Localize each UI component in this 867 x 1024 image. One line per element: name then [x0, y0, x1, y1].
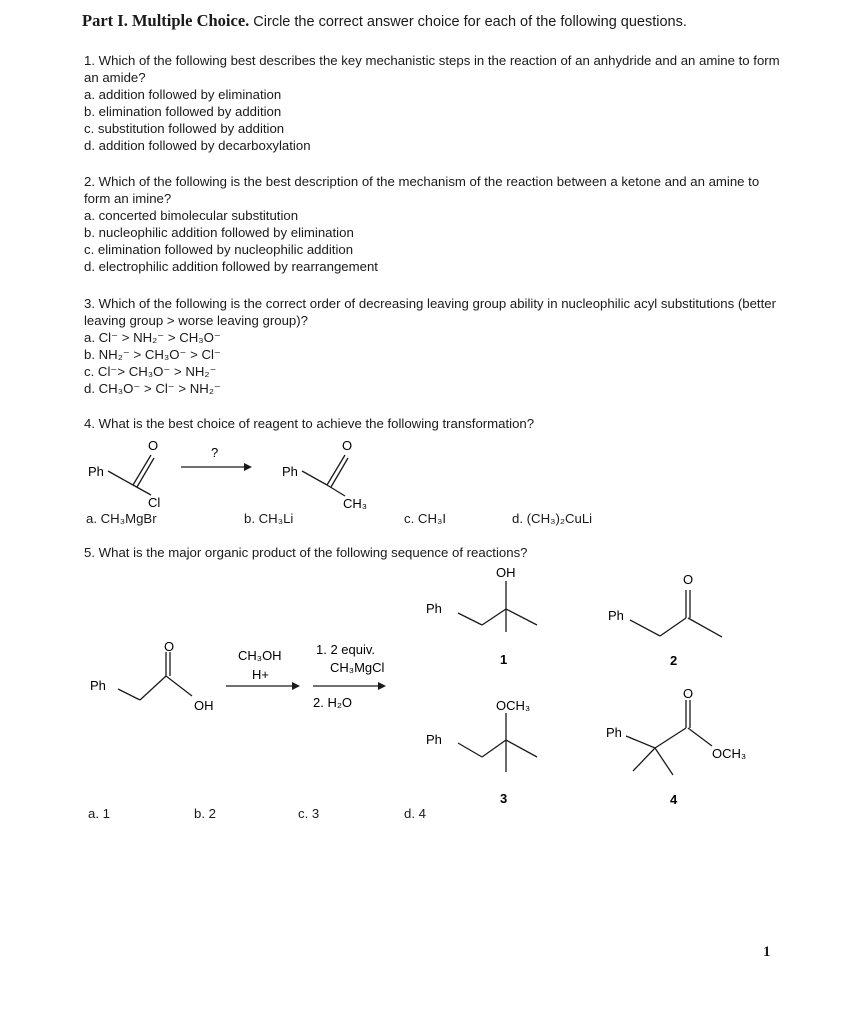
question-3-option-c[interactable]: c. Cl⁻> CH₃O⁻ > NH₂⁻: [84, 364, 217, 379]
q5-p1-oh: OH: [496, 565, 516, 580]
q5-p1-ph: Ph: [426, 601, 442, 616]
q5-p2-ph: Ph: [608, 608, 624, 623]
question-1-option-a[interactable]: a. addition followed by elimination: [84, 87, 282, 102]
q5-p2-o: O: [683, 572, 694, 587]
q4-product-bond-ph: [302, 471, 327, 485]
q4-reactant-bond-ccl: [133, 485, 151, 495]
q4-product-o: O: [342, 438, 353, 453]
q5-p1-bond-c: [482, 609, 506, 625]
q5-p4-bond-me1: [633, 748, 655, 771]
question-4-option-a[interactable]: a. CH₃MgBr: [86, 511, 157, 526]
q5-p4-o: O: [683, 686, 694, 701]
q5-start-oh: OH: [194, 698, 214, 713]
question-3-stem: 3. Which of the following is the correct order of decreasing leaving group ability in nucleophilic acyl substitutions (better leaving group > worse leaving group)?: [84, 296, 776, 328]
q4-product-ph: Ph: [282, 464, 298, 479]
part-instruction: Circle the correct answer choice for each of the following questions.: [253, 14, 687, 30]
question-1-option-c[interactable]: c. substitution followed by addition: [84, 121, 285, 136]
q5-start-ph: Ph: [90, 678, 106, 693]
question-3-option-b[interactable]: b. NH₂⁻ > CH₃O⁻ > Cl⁻: [84, 347, 221, 362]
q5-p3-bond-me1: [506, 740, 537, 757]
q4-reactant-cl: Cl: [148, 495, 161, 510]
page-number: 1: [763, 944, 771, 960]
q5-p1-bond-me1: [506, 609, 537, 625]
question-2-option-a[interactable]: a. concerted bimolecular substitution: [84, 208, 299, 223]
q5-arrow-2-head: [378, 682, 386, 690]
q5-p3-och3: OCH₃: [496, 698, 531, 713]
question-1-option-b[interactable]: b. elimination followed by addition: [84, 104, 282, 119]
question-5-option-a[interactable]: a. 1: [88, 806, 110, 821]
q5-p4-number: 4: [670, 792, 678, 807]
q5-p2-bond-ph: [630, 620, 660, 636]
q5-step1-reagent: CH₃OH: [238, 648, 282, 663]
q4-product-ch3: CH₃: [343, 496, 368, 511]
part-title: Part I. Multiple Choice.: [82, 11, 250, 30]
q5-p3-ph: Ph: [426, 732, 442, 747]
q5-start-bond-2: [140, 676, 166, 700]
q4-arrow-head: [244, 463, 252, 471]
question-4-stem: 4. What is the best choice of reagent to achieve the following transformation?: [84, 416, 535, 431]
question-5-option-c[interactable]: c. 3: [298, 806, 320, 821]
q5-step1-catalyst: H+: [252, 667, 269, 682]
question-2-option-c[interactable]: c. elimination followed by nucleophilic addition: [84, 242, 354, 257]
q5-p4-bond-c: [655, 728, 686, 748]
q4-product-bond-cme: [327, 485, 345, 496]
q5-p4-bond-me2: [655, 748, 673, 775]
q4-reactant-ph: Ph: [88, 464, 104, 479]
q4-reactant-bond-ph: [108, 471, 133, 485]
q4-reactant-o: O: [148, 438, 159, 453]
q5-arrow-1-head: [292, 682, 300, 690]
q5-start-o: O: [164, 639, 175, 654]
q4-reagent-unknown: ?: [211, 445, 219, 460]
question-2-option-b[interactable]: b. nucleophilic addition followed by elimination: [84, 225, 354, 240]
question-1: [84, 52, 789, 154]
q5-p3-bond-c: [482, 740, 506, 757]
question-4-option-c[interactable]: c. CH₃I: [404, 511, 447, 526]
q5-step2-line1: 1. 2 equiv.: [316, 642, 376, 657]
question-1-stem: 1. Which of the following best describes the key mechanistic steps in the reaction of an anhydride and an amine to form an amide?: [84, 53, 780, 85]
q5-step2-line3: 2. H₂O: [313, 695, 352, 710]
part-heading: [82, 11, 687, 31]
q5-p4-bond-ph: [626, 736, 655, 748]
question-3: [84, 295, 789, 397]
q5-p3-number: 3: [500, 791, 508, 806]
q5-p1-number: 1: [500, 652, 508, 667]
question-5-stem: 5. What is the major organic product of the following sequence of reactions?: [84, 545, 528, 560]
question-5-option-d[interactable]: d. 4: [404, 806, 426, 821]
question-1-option-d[interactable]: d. addition followed by decarboxylation: [84, 138, 311, 153]
question-3-option-d[interactable]: d. CH₃O⁻ > Cl⁻ > NH₂⁻: [84, 381, 221, 396]
q5-p2-bond-c: [660, 618, 686, 636]
q5-p3-bond-ph: [458, 743, 482, 757]
q4-product-bond-co-double: [331, 458, 348, 487]
q5-p4-bond-o: [688, 728, 712, 746]
q5-p1-bond-ph: [458, 613, 482, 625]
q4-product-bond-co: [327, 455, 345, 485]
q4-reactant-bond-co-double: [137, 458, 154, 487]
question-4-option-b[interactable]: b. CH₃Li: [244, 511, 294, 526]
q5-p4-och3: OCH₃: [712, 746, 747, 761]
q5-start-bond-oh: [166, 676, 192, 696]
question-2-stem: 2. Which of the following is the best description of the mechanism of the reaction between a ketone and an amine to form an imine?: [84, 174, 760, 206]
q4-reactant-bond-co: [133, 455, 151, 485]
question-4: [84, 415, 534, 432]
question-2: [84, 173, 789, 275]
q5-p4-ph: Ph: [606, 725, 622, 740]
question-4-option-d[interactable]: d. (CH₃)₂CuLi: [512, 511, 593, 526]
q5-p2-bond-me: [688, 618, 722, 637]
q5-step2-line2: CH₃MgCl: [330, 660, 385, 675]
q5-p2-number: 2: [670, 653, 678, 668]
q5-start-bond-1: [118, 689, 140, 700]
question-2-option-d[interactable]: d. electrophilic addition followed by rearrangement: [84, 259, 378, 274]
question-3-option-a[interactable]: a. Cl⁻ > NH₂⁻ > CH₃O⁻: [84, 330, 221, 345]
question-5-option-b[interactable]: b. 2: [194, 806, 216, 821]
question-5: [84, 544, 528, 561]
